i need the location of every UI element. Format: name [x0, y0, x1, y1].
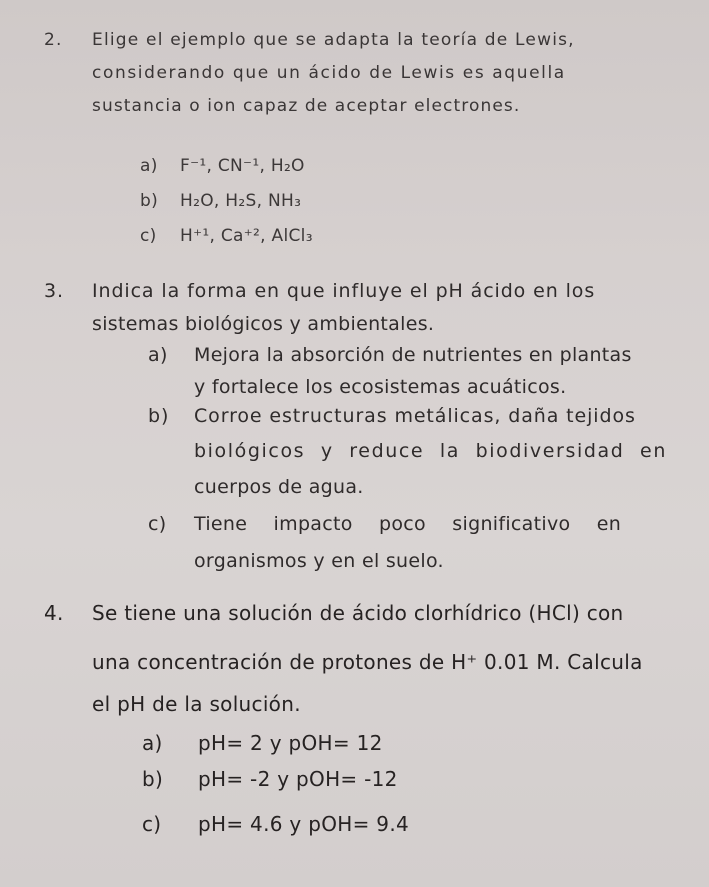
q4-line-2: una concentración de protones de H⁺ 0.01 M. Calcula [92, 650, 643, 674]
option-label: b) [148, 405, 170, 427]
option-label: c) [142, 812, 162, 836]
option-label: a) [142, 731, 163, 755]
option-label: c) [148, 513, 167, 535]
q4-option-a[interactable] [142, 731, 383, 755]
q4-text-1: Se tiene una solución de ácido clorhídrico (HCl) con [92, 601, 624, 625]
option-text: pH= 2 y pOH= 12 [198, 731, 383, 755]
q4-line-1 [44, 601, 624, 625]
option-label: b) [140, 191, 159, 211]
option-text: pH= -2 y pOH= -12 [198, 767, 398, 791]
q2-line-1 [44, 30, 575, 50]
q2-option-a[interactable] [140, 156, 305, 176]
option-text: H⁺¹, Ca⁺², AlCl₃ [180, 226, 313, 246]
q4-option-c[interactable] [142, 812, 409, 836]
q3-text-1: Indica la forma en que influye el pH ácido en los [92, 280, 596, 302]
option-label: a) [148, 344, 168, 366]
q2-number: 2. [44, 30, 63, 50]
option-text: pH= 4.6 y pOH= 9.4 [198, 812, 410, 836]
option-text: Corroe estructuras metálicas, daña tejidos [194, 405, 636, 427]
q2-option-b[interactable] [140, 191, 301, 211]
q2-option-c[interactable] [140, 226, 313, 246]
q2-line-3: sustancia o ion capaz de aceptar electrones. [92, 96, 521, 116]
q3-option-a[interactable] [148, 344, 632, 366]
option-label: c) [140, 226, 157, 246]
q3-option-b-cont-1: biológicos y reduce la biodiversidad en [194, 440, 667, 462]
q3-option-c[interactable] [148, 513, 621, 535]
q4-line-3: el pH de la solución. [92, 692, 301, 716]
q2-line-2: considerando que un ácido de Lewis es aquella [92, 63, 566, 83]
q3-line-2: sistemas biológicos y ambientales. [92, 313, 435, 335]
q3-number: 3. [44, 280, 64, 302]
option-label: b) [142, 767, 164, 791]
q3-option-a-cont: y fortalece los ecosistemas acuáticos. [194, 376, 567, 398]
q4-option-b[interactable] [142, 767, 398, 791]
q4-number: 4. [44, 601, 64, 625]
q2-text-1: Elige el ejemplo que se adapta la teoría de Lewis, [92, 30, 575, 50]
option-text: F⁻¹, CN⁻¹, H₂O [180, 156, 305, 176]
option-label: a) [140, 156, 158, 176]
q3-option-b[interactable] [148, 405, 636, 427]
q3-line-1 [44, 280, 595, 302]
option-text: Mejora la absorción de nutrientes en plantas [194, 344, 632, 366]
q3-option-b-cont-2: cuerpos de agua. [194, 476, 364, 498]
option-text: H₂O, H₂S, NH₃ [180, 191, 302, 211]
q3-option-c-cont: organismos y en el suelo. [194, 550, 444, 572]
option-text: Tiene impacto poco significativo en [194, 513, 622, 535]
